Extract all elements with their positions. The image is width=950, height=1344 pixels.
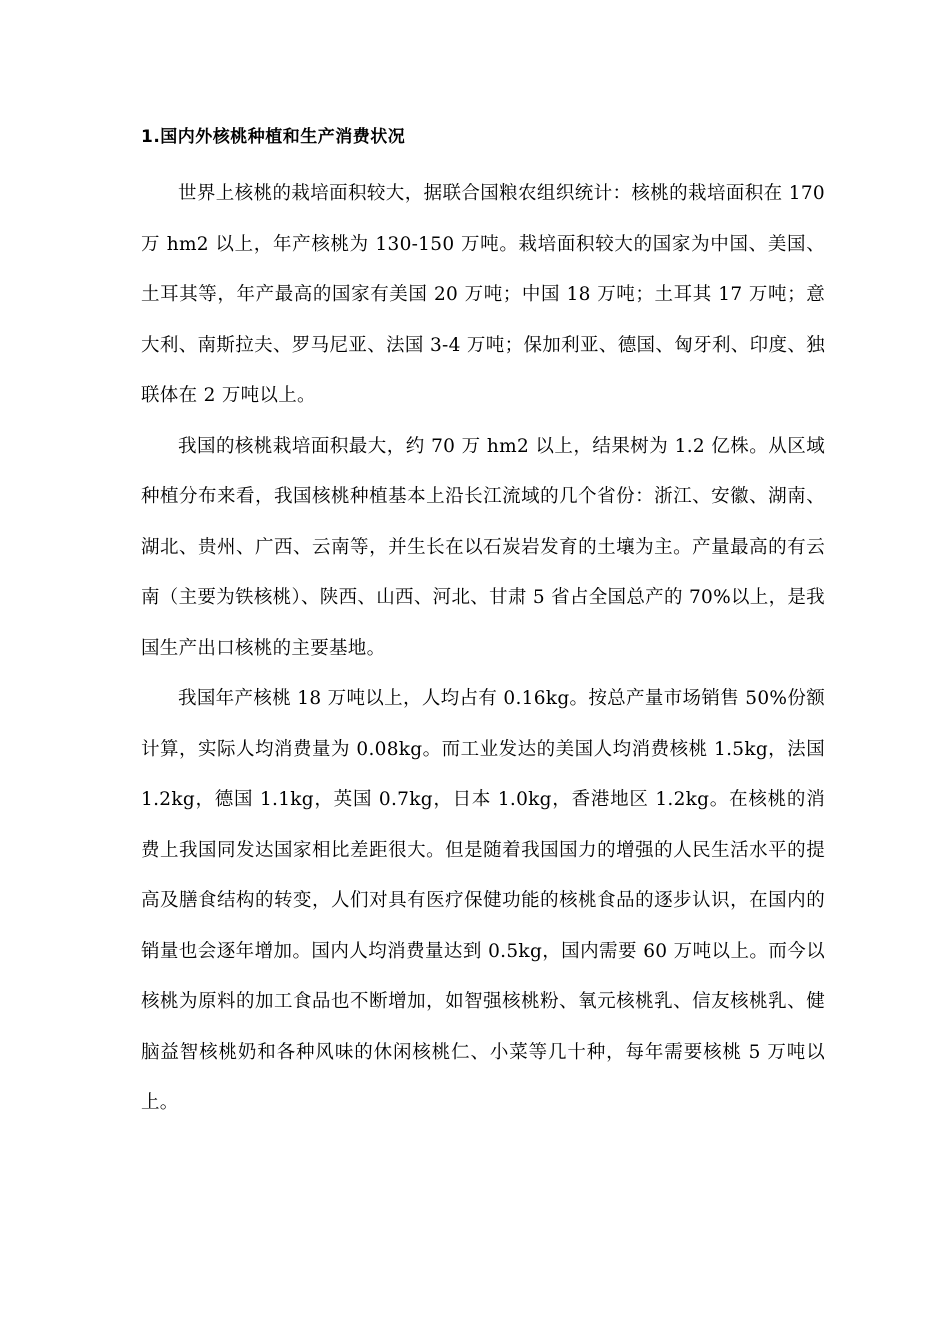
- paragraph-china-cultivation: 我国的核桃栽培面积最大，约 70 万 hm2 以上，结果树为 1.2 亿株。从区域种植分布来看，我国核桃种植基本上沿长江流域的几个省份：浙江、安徽、湖南、湖北、贵州、广西、云南等，并生长在以石炭岩发育的土壤为主。产量最高的有云南（主要为铁核桃）、陕西、山西、河北、甘肃 5 省占全国总产的 70%以上，是我国生产出口核桃的主要基地。: [141, 435, 825, 659]
- paragraph-consumption: 我国年产核桃 18 万吨以上，人均占有 0.16kg。按总产量市场销售 50%份额计算，实际人均消费量为 0.08kg。而工业发达的美国人均消费核桃 1.5kg，法国 1.2kg，德国 1.1kg，英国 0.7kg，日本 1.0kg，香港地区 1.2kg。在核桃的消费上我国同发达国家相比差距很大。但是随着我国国力的增强的人民生活水平的提高及膳食结构的转变，人们对具有医疗保健功能的核桃食品的逐步认识，在国内的销量也会逐年增加。国内人均消费量达到 0.5kg，国内需要 60 万吨以上。而今以核桃为原料的加工食品也不断增加，如智强核桃粉、氧元核桃乳、信友核桃乳、健脑益智核桃奶和各种风味的休闲核桃仁、小菜等几十种，每年需要核桃 5 万吨以上。: [141, 688, 825, 1113]
- document-body: [141, 123, 825, 1129]
- paragraph-world-cultivation: 世界上核桃的栽培面积较大，据联合国粮农组织统计：核桃的栽培面积在 170 万 hm2 以上，年产核桃为 130-150 万吨。栽培面积较大的国家为中国、美国、土耳其等，年产最高的国家有美国 20 万吨；中国 18 万吨；土耳其 17 万吨；意大利、南斯拉夫、罗马尼亚、法国 3-4 万吨；保加利亚、德国、匈牙利、印度、独联体在 2 万吨以上。: [141, 183, 825, 406]
- section-heading: 1.国内外核桃种植和生产消费状况: [141, 127, 406, 147]
